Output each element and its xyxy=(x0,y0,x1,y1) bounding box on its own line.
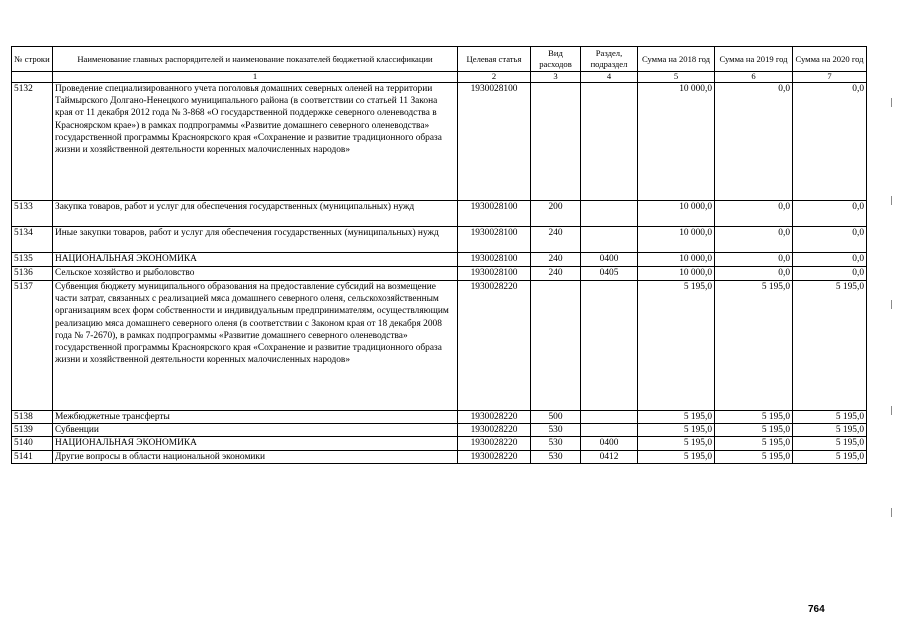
sum-2020-cell: 0,0 xyxy=(793,83,867,201)
table-row xyxy=(12,437,867,450)
table-row xyxy=(12,424,867,437)
row-name-cell: Субвенция бюджету муниципального образования на предоставление субсидий на возмещение части затрат, связанных с реализацией мяса домашнего северного оленя, сельскохозяйственным организациям всех форм собственности и индивидуальным предпринимателям, осуществляющим реализацию мяса домашнего северного оленя (в соответствии с Законом края от 18 декабря 2008 года № 7-2670), в рамках подпрограммы «Развитие домашнего северного оленеводства» государственной программы Красноярского края «Сохранение и развитие традиционного образа жизни и хозяйственной деятельности коренных малочисленных народов» xyxy=(53,281,458,411)
row-number-cell: 5135 xyxy=(12,253,53,267)
row-number-cell: 5132 xyxy=(12,83,53,201)
target-article-cell: 1930028220 xyxy=(458,437,531,450)
row-number-cell: 5139 xyxy=(12,424,53,437)
expense-type-cell xyxy=(531,281,581,411)
section-cell xyxy=(581,411,638,424)
section-cell xyxy=(581,281,638,411)
sum-2019-cell: 5 195,0 xyxy=(715,450,793,463)
column-number: 7 xyxy=(793,72,867,83)
scan-edge-mark xyxy=(891,300,892,309)
row-number-cell: 5136 xyxy=(12,267,53,281)
sum-2018-cell: 5 195,0 xyxy=(638,424,715,437)
header-sum-2018: Сумма на 2018 год xyxy=(638,47,715,72)
header-name: Наименование главных распорядителей и наименование показателей бюджетной классификации xyxy=(53,47,458,72)
expense-type-cell: 530 xyxy=(531,437,581,450)
table-row xyxy=(12,253,867,267)
sum-2018-cell: 5 195,0 xyxy=(638,411,715,424)
sum-2018-cell: 5 195,0 xyxy=(638,437,715,450)
sum-2018-cell: 10 000,0 xyxy=(638,253,715,267)
column-number: 2 xyxy=(458,72,531,83)
target-article-cell: 1930028220 xyxy=(458,411,531,424)
section-cell: 0400 xyxy=(581,253,638,267)
sum-2018-cell: 10 000,0 xyxy=(638,83,715,201)
row-name-cell: НАЦИОНАЛЬНАЯ ЭКОНОМИКА xyxy=(53,253,458,267)
header-expense-type: Вид расходов xyxy=(531,47,581,72)
sum-2018-cell: 5 195,0 xyxy=(638,450,715,463)
row-name-cell: Сельское хозяйство и рыболовство xyxy=(53,267,458,281)
target-article-cell: 1930028220 xyxy=(458,281,531,411)
sum-2018-cell: 10 000,0 xyxy=(638,267,715,281)
column-number xyxy=(12,72,53,83)
expense-type-cell xyxy=(531,83,581,201)
sum-2020-cell: 5 195,0 xyxy=(793,450,867,463)
expense-type-cell: 240 xyxy=(531,267,581,281)
page-number: 764 xyxy=(808,604,825,615)
row-name-cell: Проведение специализированного учета поголовья домашних северных оленей на территории Таймырского Долгано-Ненецкого муниципального района (в соответствии со статьей 11 Закона края от 11 декабря 2012 года № 3-868 «О государственной поддержке северного оленеводства в Красноярском крае») в рамках подпрограммы «Развитие домашнего северного оленеводства» государственной программы Красноярского края «Сохранение и развитие традиционного образа жизни и хозяйственной деятельности коренных малочисленных народов» xyxy=(53,83,458,201)
header-row-number: № строки xyxy=(12,47,53,72)
sum-2020-cell: 0,0 xyxy=(793,227,867,253)
expense-type-cell: 200 xyxy=(531,201,581,227)
sum-2019-cell: 0,0 xyxy=(715,267,793,281)
sum-2019-cell: 0,0 xyxy=(715,227,793,253)
sum-2020-cell: 5 195,0 xyxy=(793,424,867,437)
sum-2018-cell: 5 195,0 xyxy=(638,281,715,411)
column-number: 1 xyxy=(53,72,458,83)
row-number-cell: 5141 xyxy=(12,450,53,463)
sum-2020-cell: 0,0 xyxy=(793,253,867,267)
table-row xyxy=(12,201,867,227)
scan-edge-mark xyxy=(891,196,892,205)
header-sum-2020: Сумма на 2020 год xyxy=(793,47,867,72)
row-name-cell: Другие вопросы в области национальной экономики xyxy=(53,450,458,463)
table-row xyxy=(12,267,867,281)
target-article-cell: 1930028220 xyxy=(458,450,531,463)
target-article-cell: 1930028100 xyxy=(458,267,531,281)
target-article-cell: 1930028220 xyxy=(458,424,531,437)
expense-type-cell: 240 xyxy=(531,253,581,267)
sum-2020-cell: 5 195,0 xyxy=(793,281,867,411)
header-row xyxy=(12,47,867,72)
table-row xyxy=(12,281,867,411)
sum-2019-cell: 0,0 xyxy=(715,201,793,227)
row-number-cell: 5138 xyxy=(12,411,53,424)
scan-edge-mark xyxy=(891,406,892,415)
section-cell xyxy=(581,424,638,437)
table-row xyxy=(12,450,867,463)
column-number: 4 xyxy=(581,72,638,83)
header-section: Раздел, подраздел xyxy=(581,47,638,72)
row-number-cell: 5134 xyxy=(12,227,53,253)
table-body xyxy=(12,83,867,464)
sum-2020-cell: 5 195,0 xyxy=(793,437,867,450)
target-article-cell: 1930028100 xyxy=(458,227,531,253)
sum-2020-cell: 5 195,0 xyxy=(793,411,867,424)
sum-2019-cell: 0,0 xyxy=(715,83,793,201)
sum-2019-cell: 5 195,0 xyxy=(715,424,793,437)
row-number-cell: 5140 xyxy=(12,437,53,450)
sum-2019-cell: 5 195,0 xyxy=(715,437,793,450)
column-number: 6 xyxy=(715,72,793,83)
scan-edge-mark xyxy=(891,98,892,107)
sum-2019-cell: 5 195,0 xyxy=(715,281,793,411)
scan-edge-mark xyxy=(891,508,892,517)
target-article-cell: 1930028100 xyxy=(458,253,531,267)
sum-2019-cell: 0,0 xyxy=(715,253,793,267)
table-row xyxy=(12,411,867,424)
target-article-cell: 1930028100 xyxy=(458,201,531,227)
section-cell xyxy=(581,227,638,253)
row-number-cell: 5137 xyxy=(12,281,53,411)
target-article-cell: 1930028100 xyxy=(458,83,531,201)
row-name-cell: Межбюджетные трансферты xyxy=(53,411,458,424)
section-cell xyxy=(581,83,638,201)
sum-2018-cell: 10 000,0 xyxy=(638,201,715,227)
row-name-cell: Иные закупки товаров, работ и услуг для обеспечения государственных (муниципальных) нужд xyxy=(53,227,458,253)
header-sum-2019: Сумма на 2019 год xyxy=(715,47,793,72)
header-target-article: Целевая статья xyxy=(458,47,531,72)
column-number: 3 xyxy=(531,72,581,83)
expense-type-cell: 240 xyxy=(531,227,581,253)
expense-type-cell: 500 xyxy=(531,411,581,424)
column-number-row xyxy=(12,72,867,83)
row-name-cell: Субвенции xyxy=(53,424,458,437)
budget-table xyxy=(11,46,867,464)
column-number: 5 xyxy=(638,72,715,83)
section-cell: 0405 xyxy=(581,267,638,281)
row-number-cell: 5133 xyxy=(12,201,53,227)
sum-2020-cell: 0,0 xyxy=(793,201,867,227)
sum-2019-cell: 5 195,0 xyxy=(715,411,793,424)
expense-type-cell: 530 xyxy=(531,450,581,463)
table-row xyxy=(12,227,867,253)
expense-type-cell: 530 xyxy=(531,424,581,437)
section-cell xyxy=(581,201,638,227)
sum-2018-cell: 10 000,0 xyxy=(638,227,715,253)
table-row xyxy=(12,83,867,201)
row-name-cell: НАЦИОНАЛЬНАЯ ЭКОНОМИКА xyxy=(53,437,458,450)
section-cell: 0400 xyxy=(581,437,638,450)
sum-2020-cell: 0,0 xyxy=(793,267,867,281)
row-name-cell: Закупка товаров, работ и услуг для обеспечения государственных (муниципальных) нужд xyxy=(53,201,458,227)
section-cell: 0412 xyxy=(581,450,638,463)
